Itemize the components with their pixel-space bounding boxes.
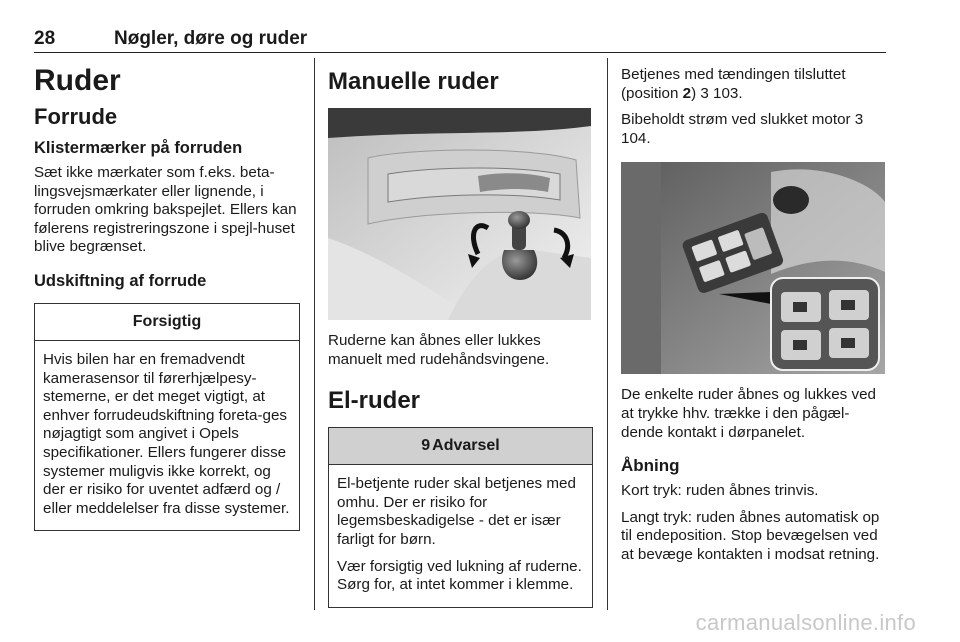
switch-text: De enkelte ruder åbnes og lukkes ved at trykke hhv. trække i den pågæl-dende kontakt i dørpanelet. bbox=[621, 386, 876, 441]
sticker-text: Sæt ikke mærkater som f.eks. beta-lingsvejsmærkater eller lignende, i forruden omkring bakspejlet. Ellers kan følerens registreringszone i spejl-huset blive begrænset. bbox=[34, 164, 297, 256]
opening-heading: Åbning bbox=[621, 456, 680, 476]
caution-box bbox=[34, 303, 300, 531]
manual-windows-heading: Manuelle ruder bbox=[328, 68, 499, 95]
watermark: carmanualsonline.info bbox=[695, 610, 916, 635]
column-divider-2 bbox=[607, 58, 608, 610]
warning-text-2: Vær forsigtig ved lukning af ruderne. Sørg for, at intet kommer i klemme. bbox=[337, 557, 582, 594]
column-2 bbox=[328, 58, 593, 608]
subsection-title: Forrude bbox=[34, 104, 118, 129]
door-switch-photo bbox=[621, 162, 885, 374]
door-switch-illustration bbox=[621, 162, 885, 374]
chapter-title: Nøgler, døre og ruder bbox=[114, 28, 308, 49]
warning-header bbox=[329, 428, 592, 465]
caution-label: Forsigtig bbox=[35, 304, 299, 341]
sticker-heading: Klistermærker på forruden bbox=[34, 139, 243, 157]
section-title: Ruder bbox=[34, 64, 121, 97]
column-1 bbox=[34, 58, 300, 531]
manual-windows-text: Ruderne kan åbnes eller lukkes manuelt med rudehåndsvingene. bbox=[328, 332, 550, 368]
warning-icon: 9 bbox=[421, 437, 431, 455]
page-number: 28 bbox=[34, 28, 56, 49]
window-crank-illustration bbox=[328, 108, 591, 320]
caution-text: Hvis bilen har en fremadvendt kamerasensor til førerhjælpesy-stemerne, er det meget vigtigt, at enhver forrudeudskiftning foreta-ges nøjagtigt som angivet i Opels specifikationer. Ellers fungerer disse systemer muligvis ikke korrekt, og der er risiko for uventet adfærd og / eller meddelelser fra disse systemer. bbox=[43, 350, 290, 517]
replace-heading: Udskiftning af forrude bbox=[34, 271, 207, 290]
warning-box bbox=[328, 427, 593, 608]
warning-text-1: El-betjente ruder skal betjenes med omhu. Der er risiko for legemsbeskadigelse - det er især farligt for børn. bbox=[337, 475, 576, 548]
long-press-text: Langt tryk: ruden åbnes automatisk op til endeposition. Stop bevægelsen ved at bevæge kontakten i modsat retning. bbox=[621, 508, 880, 563]
column-divider-1 bbox=[314, 58, 315, 610]
ignition-text: Betjenes med tændingen tilsluttet (position 2) 3 103. bbox=[621, 66, 846, 102]
warning-label: Advarsel bbox=[432, 437, 500, 455]
power-windows-heading: El-ruder bbox=[328, 387, 421, 415]
short-press-text: Kort tryk: ruden åbnes trinvis. bbox=[621, 482, 819, 500]
column-3 bbox=[621, 58, 886, 573]
page-header bbox=[34, 28, 886, 53]
power-off-text: Bibeholdt strøm ved slukket motor 3 104. bbox=[621, 111, 864, 147]
window-crank-photo bbox=[328, 108, 591, 320]
